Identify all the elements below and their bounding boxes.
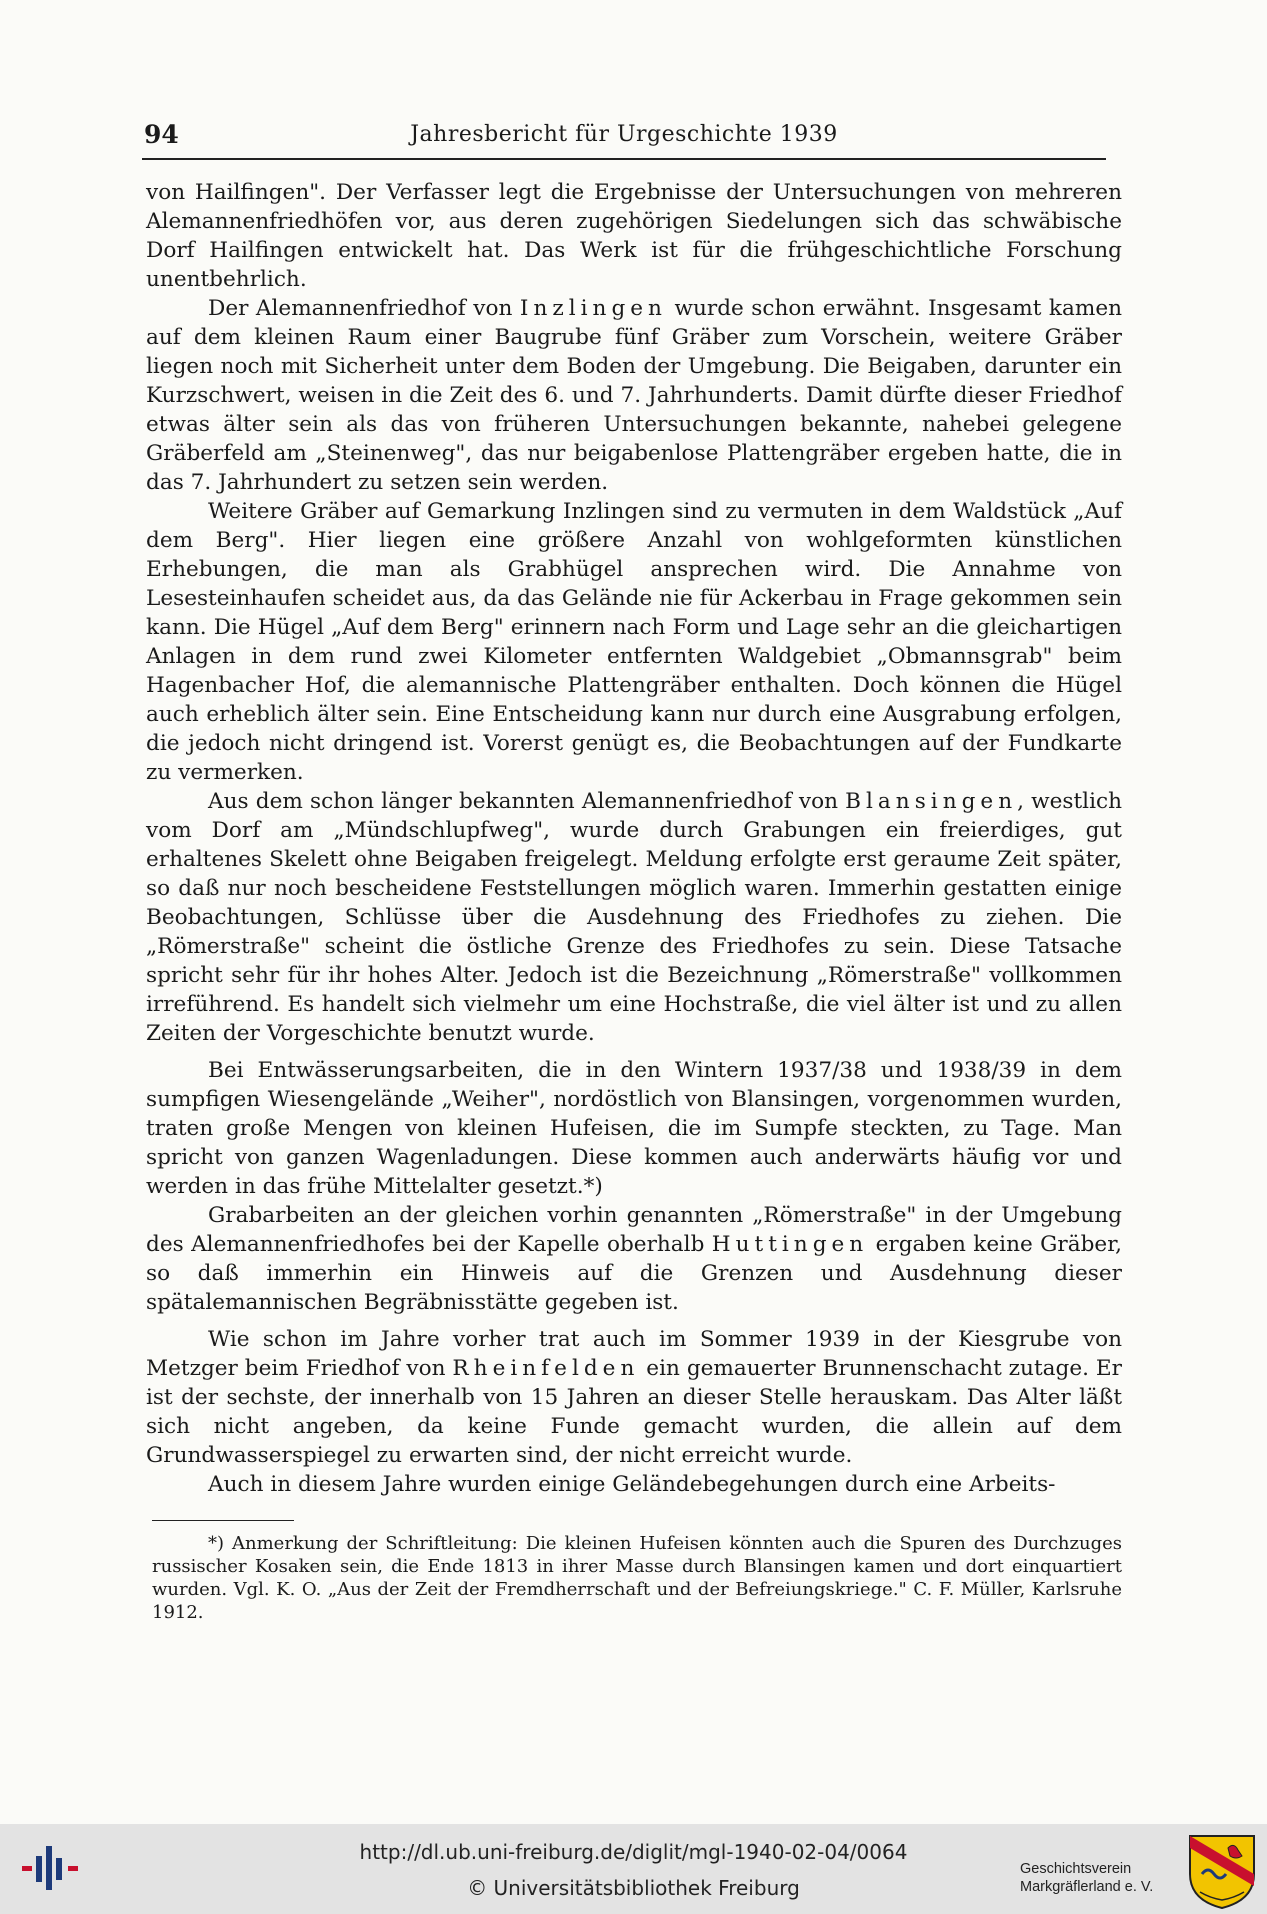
- society-name-line2: Markgräflerland e. V.: [1020, 1879, 1154, 1895]
- running-title: Jahresbericht für Urgeschichte 1939: [410, 122, 838, 147]
- paragraph-4: [146, 787, 1122, 1048]
- place-name-rheinfelden: Rheinfelden: [452, 1356, 640, 1381]
- society-name: [1020, 1860, 1185, 1896]
- paragraph-2-start: Der Alemannenfriedhof von: [208, 296, 520, 321]
- place-name-huttingen: Huttingen: [711, 1232, 869, 1257]
- paragraph-4-start: Aus dem schon länger bekannten Alemannenfriedhof von: [208, 789, 846, 814]
- footnote-rule: [152, 1520, 294, 1521]
- paragraph-1: von Hailfingen". Der Verfasser legt die Ergebnisse der Untersuchungen von mehreren Alemannenfriedhöfen vor, aus deren zugehörigen Siedelungen sich das schwäbische Dorf Hailfingen entwickelt hat. Das Werk ist für die frühgeschichtliche Forschung unentbehrlich.: [146, 180, 1122, 292]
- page-header: [142, 118, 1106, 160]
- society-name-line1: Geschichtsverein: [1020, 1861, 1132, 1877]
- paragraph-5: Bei Entwässerungsarbeiten, die in den Wintern 1937/38 und 1938/39 in dem sumpfigen Wiesengelände „Weiher", nordöstlich von Blansingen, vorgenommen wurden, traten große Mengen von kleinen Hufeisen, die im Sumpfe steckten, zu Tage. Man spricht von ganzen Wagenladungen. Diese kommen auch anderwärts häufig vor und werden in das frühe Mittelalter gesetzt.*): [146, 1058, 1122, 1199]
- footnote: [152, 1532, 1122, 1624]
- viewer-footer: [0, 1824, 1267, 1914]
- page-number: 94: [144, 120, 179, 149]
- place-name-inzlingen: Inzlingen: [519, 296, 667, 321]
- paragraph-4-rest: , westlich vom Dorf am „Mündschlupfweg", wurde durch Grabungen ein freierdiges, gut erhaltenes Skelett ohne Beigaben freigelegt. Meldung erfolgte erst geraume Zeit später, so daß nur noch bescheidene Feststellungen möglich waren. Immerhin gestatten einige Beobachtungen, Schlüsse über die Ausdehnung des Friedhofes zu ziehen. Die „Römerstraße" scheint die östliche Grenze des Friedhofes zu sein. Diese Tatsache spricht sehr für ihr hohes Alter. Jedoch ist die Bezeichnung „Römerstraße" vollkommen irreführend. Es handelt sich vielmehr um eine Hochstraße, die viel älter ist und zu allen Zeiten der Vorgeschichte benutzt wurde.: [146, 789, 1122, 1046]
- paragraph-2: [146, 294, 1122, 497]
- paragraph-6: [146, 1201, 1122, 1317]
- coat-of-arms-icon[interactable]: [1188, 1834, 1256, 1910]
- paragraph-2-rest: wurde schon erwähnt. Insgesamt kamen auf dem kleinen Raum einer Baugrube fünf Gräber zum Vorschein, weitere Gräber liegen noch mit Sicherheit unter dem Boden der Umgebung. Die Beigaben, darunter ein Kurzschwert, weisen in die Zeit des 6. und 7. Jahrhunderts. Damit dürfte dieser Friedhof etwas älter sein als das von früheren Untersuchungen bekannte, nahebei gelegene Gräberfeld am „Steinenweg", das nur beigabenlose Plattengräber ergeben hatte, die in das 7. Jahrhundert zu setzen sein werden.: [146, 296, 1123, 495]
- paragraph-7-rest: ein gemauerter Brunnenschacht zutage. Er ist der sechste, der innerhalb von 15 Jahren an dieser Stelle herauskam. Das Alter läßt sich nicht angeben, da keine Funde gemacht wurden, die allein auf dem Grundwasserspiegel zu erwarten sind, der nicht erreicht wurde.: [146, 1356, 1122, 1468]
- paragraph-7: [146, 1325, 1122, 1470]
- paragraph-7-start: Wie schon im Jahre vorher trat auch im Sommer 1939 in der Kiesgrube von Metzger beim Friedhof von: [146, 1327, 1122, 1381]
- copyright-notice: © Universitätsbibliothek Freiburg: [467, 1876, 800, 1900]
- paragraph-8: Auch in diesem Jahre wurden einige Geländebegehungen durch eine Arbeits-: [208, 1472, 1056, 1497]
- footnote-text: *) Anmerkung der Schriftleitung: Die kleinen Hufeisen könnten auch die Spuren des Durchzuges russischer Kosaken sein, die Ende 1813 in ihrer Masse durch Blansingen kamen und dort einquartiert wurden. Vgl. K. O. „Aus der Zeit der Fremdherrschaft und der Befreiungskriege." C. F. Müller, Karlsruhe 1912.: [152, 1533, 1122, 1623]
- paragraph-6-start: Grabarbeiten an der gleichen vorhin genannten „Römerstraße" in der Umgebung des Alemannenfriedhofes bei der Kapelle oberhalb: [146, 1203, 1122, 1257]
- paragraph-3: Weitere Gräber auf Gemarkung Inzlingen sind zu vermuten in dem Waldstück „Auf dem Berg". Hier liegen eine größere Anzahl von wohlgeformten künstlichen Erhebungen, die man als Grabhügel ansprechen wird. Die Annahme von Lesesteinhaufen scheidet aus, da das Gelände nie für Ackerbau in Frage gekommen sein kann. Die Hügel „Auf dem Berg" erinnern nach Form und Lage sehr an die gleichartigen Anlagen in dem rund zwei Kilometer entfernten Waldgebiet „Obmannsgrab" beim Hagenbacher Hof, die alemannische Plattengräber enthalten. Doch können die Hügel auch erheblich älter sein. Eine Entscheidung kann nur durch eine Ausgrabung erfolgen, die jedoch nicht dringend ist. Vorerst genügt es, die Beobachtungen auf der Fundkarte zu vermerken.: [146, 499, 1122, 785]
- body-text: [146, 178, 1122, 1499]
- document-url[interactable]: http://dl.ub.uni-freiburg.de/diglit/mgl-1940-02-04/0064: [359, 1840, 908, 1864]
- place-name-blansingen: Blansingen: [845, 789, 1018, 814]
- paragraph-6-rest: ergaben keine Gräber, so daß immerhin ein Hinweis auf die Grenzen und Ausdehnung dieser spätalemannischen Begräbnisstätte gegeben ist.: [146, 1232, 1123, 1315]
